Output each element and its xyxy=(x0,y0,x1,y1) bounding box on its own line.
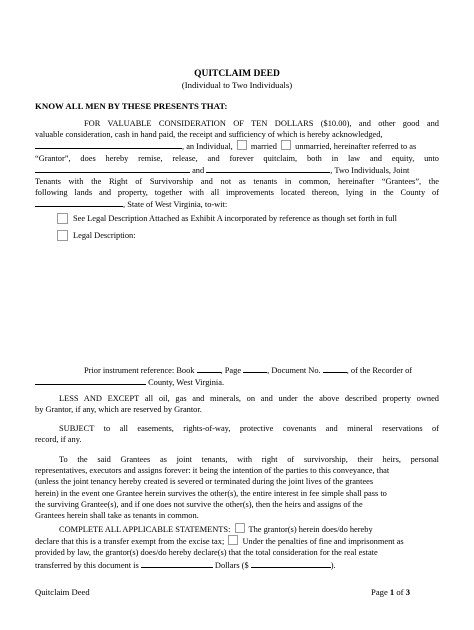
statements-paragraph xyxy=(35,523,439,571)
unmarried-checkbox[interactable] xyxy=(281,140,291,150)
grantee2-name-field[interactable] xyxy=(206,164,330,173)
consideration-words-field[interactable] xyxy=(141,559,213,568)
book-field[interactable] xyxy=(197,364,221,373)
prior-line2: County, West Virginia. xyxy=(35,376,439,388)
grant-line6: Grantees herein shall take as tenants in common. xyxy=(35,511,199,521)
grant-line1: To the said Grantees as joint tenants, with right of survivorship, their heirs, personal xyxy=(59,455,439,464)
para1-line2: valuable consideration, cash in hand paid, the receipt and sufficiency of which is hereby acknowledged, xyxy=(35,130,383,140)
para1-line4: “Grantor”, does hereby remise, release, and forever quitclaim, both in law and equity, unto xyxy=(35,153,439,163)
subject-paragraph xyxy=(35,423,439,445)
document-title: QUITCLAIM DEED xyxy=(194,69,280,79)
consideration-amount-field[interactable] xyxy=(251,559,331,568)
excise-exempt-checkbox[interactable] xyxy=(235,523,245,533)
less-except-paragraph xyxy=(35,393,439,415)
grantor-name-field[interactable] xyxy=(35,140,182,149)
page-field[interactable] xyxy=(243,364,267,373)
joint-tenancy-paragraph xyxy=(35,454,439,521)
consideration-paragraph xyxy=(35,118,439,211)
less-line1: LESS AND EXCEPT all oil, gas and minerals, on and under the above described property owned xyxy=(59,394,439,403)
footer-title: Quitclaim Deed xyxy=(35,587,90,597)
document-number-field[interactable] xyxy=(323,364,347,373)
document-subtitle: (Individual to Two Individuals) xyxy=(181,80,293,90)
prior-line1: Prior instrument reference: Book , Page , Document No. , of the Recorder of xyxy=(84,366,413,375)
statements-line4: transferred by this document is Dollars ($ ). xyxy=(35,560,336,570)
para1-line3: , an Individual, married unmarried, hereinafter referred to as xyxy=(35,140,439,152)
page-number: Page 1 of 3 xyxy=(371,587,410,597)
grant-line2: representatives, executors and assigns forever: it being the intention of the parties to this conveyance, that xyxy=(35,466,390,476)
statements-line3: provided by law, the grantor(s) does/do hereby declare(s) that the total consideration for the real estate xyxy=(35,548,378,558)
legal-description-checkbox[interactable] xyxy=(57,230,68,241)
para1-line5: and , Two Individuals, Joint xyxy=(35,164,439,176)
consideration-declaration-checkbox[interactable] xyxy=(228,535,238,545)
subject-line2: record, if any. xyxy=(35,435,82,445)
grant-line3: (unless the joint tenancy hereby created is severed or terminated during the joint lives of the grantees xyxy=(35,477,374,487)
grant-line5: the surviving Grantee(s), and if one does not survive the other(s), then the heirs and assigns of the xyxy=(35,499,363,509)
grant-line4: herein) in the event one Grantee herein survives the other(s), the entire interest in fee simple shall pass to xyxy=(35,488,387,498)
less-line2: by Grantor, if any, which are reserved by Grantor. xyxy=(35,405,202,415)
subject-line1: SUBJECT to all easements, rights-of-way, protective covenants and mineral reservations of xyxy=(59,424,439,433)
prior-county-field[interactable] xyxy=(35,376,146,385)
exhibit-option: See Legal Description Attached as Exhibit A incorporated by reference as though set forth in full xyxy=(57,213,397,224)
para1-line7: following lands and property, together with all improvements located thereon, lying in the County of xyxy=(35,188,439,198)
know-all-men-heading: KNOW ALL MEN BY THESE PRESENTS THAT: xyxy=(35,101,228,111)
married-checkbox[interactable] xyxy=(237,140,247,150)
exhibit-checkbox[interactable] xyxy=(57,213,68,224)
legal-description-option: Legal Description: xyxy=(57,230,136,241)
statements-line2: declare that this is a transfer exempt from the excise tax; Under the penalties of fine and imprisonment as xyxy=(35,537,404,547)
para1-line1: FOR VALUABLE CONSIDERATION OF TEN DOLLARS ($10.00), and other good and xyxy=(84,119,439,128)
para1-line6: Tenants with the Right of Survivorship and not as tenants in common, hereinafter “Grantees”, the xyxy=(35,177,439,187)
prior-instrument-paragraph xyxy=(35,364,439,388)
para1-line8: , State of West Virginia, to-wit: xyxy=(35,198,439,210)
statements-line1: COMPLETE ALL APPLICABLE STATEMENTS: The grantor(s) herein does/do hereby xyxy=(59,525,373,534)
county-field[interactable] xyxy=(35,198,123,207)
grantee1-name-field[interactable] xyxy=(35,164,190,173)
